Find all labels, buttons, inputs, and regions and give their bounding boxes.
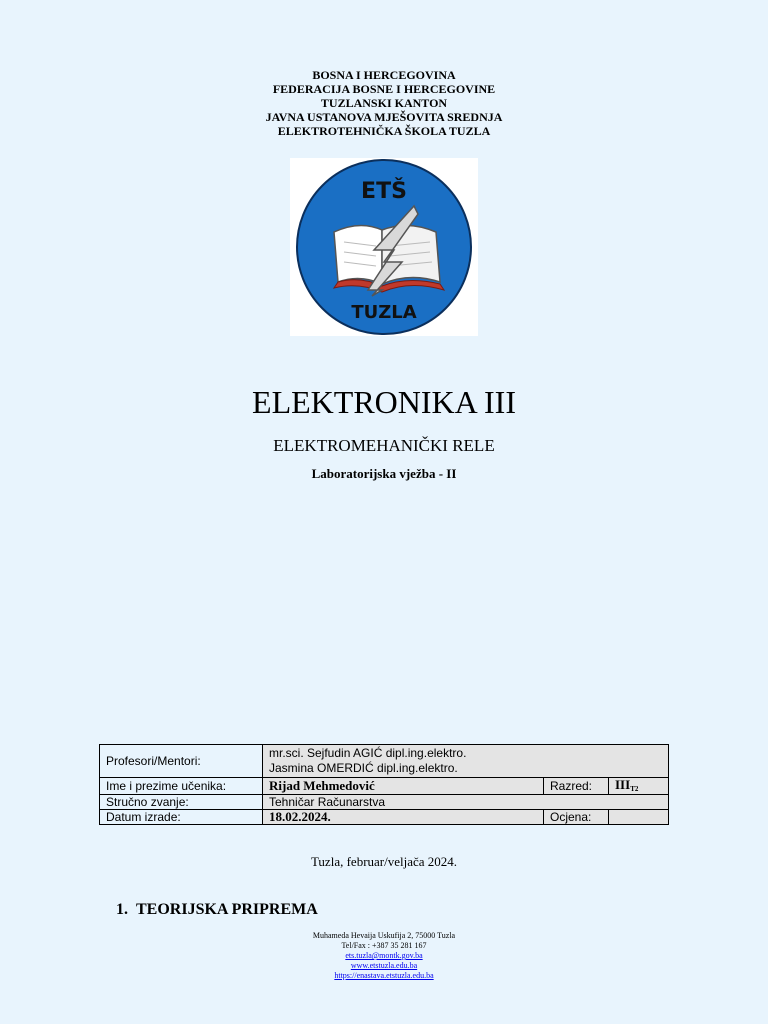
student-info-table (99, 744, 669, 825)
footer (0, 931, 768, 981)
header-line-federation: FEDERACIJA BOSNE I HERCEGOVINE (272, 82, 496, 96)
mentors-label: Profesori/Mentori: (100, 745, 263, 778)
footer-web-link[interactable]: www.etstuzla.edu.ba (350, 961, 418, 970)
footer-email-link[interactable]: ets.tuzla@montk.gov.ba (345, 951, 423, 960)
section-title: TEORIJSKA PRIPREMA (136, 901, 318, 918)
mentor-2: Jasmina OMERDIĆ dipl.ing.elektro. (269, 761, 458, 775)
footer-phone: Tel/Fax : +387 35 281 167 (341, 941, 427, 950)
student-label: Ime i prezime učenika: (100, 778, 263, 795)
header-line-canton: TUZLANSKI KANTON (320, 96, 448, 110)
table-row-student (100, 778, 669, 795)
lab-exercise-label: Laboratorijska vježba - II (311, 466, 457, 481)
student-name: Rijad Mehmedović (263, 778, 544, 795)
profession-value: Tehničar Računarstva (263, 795, 669, 810)
date-value: 18.02.2024. (263, 810, 544, 825)
header-line-country: BOSNA I HERCEGOVINA (312, 68, 456, 82)
grade-value (609, 810, 669, 825)
footer-address: Muhameda Hevaija Uskufija 2, 75000 Tuzla (312, 931, 456, 940)
table-row-mentors (100, 745, 669, 778)
footer-elearning-link[interactable]: https://enastava.etstuzla.edu.ba (334, 971, 434, 980)
class-sub: T2 (630, 785, 639, 793)
document-title: ELEKTRONIKA III (252, 384, 516, 420)
grade-label: Ocjena: (544, 810, 609, 825)
table-row-date (100, 810, 669, 825)
table-row-profession (100, 795, 669, 810)
logo-top-text: ETŠ (361, 179, 407, 204)
class-main: III (615, 777, 631, 792)
profession-label: Stručno zvanje: (100, 795, 263, 810)
section-heading (116, 901, 318, 919)
place-date: Tuzla, februar/veljača 2024. (310, 854, 458, 869)
book-lightning-icon (290, 158, 478, 336)
school-logo (290, 158, 478, 336)
date-label: Datum izrade: (100, 810, 263, 825)
header-line-institution: JAVNA USTANOVA MJEŠOVITA SREDNJA (265, 110, 503, 124)
logo-bottom-text: TUZLA (351, 302, 417, 323)
mentors-value (263, 745, 669, 778)
class-label: Razred: (544, 778, 609, 795)
class-value (609, 778, 669, 795)
document-subtitle: ELEKTROMEHANIČKI RELE (273, 436, 495, 455)
institution-header (0, 68, 768, 138)
section-number: 1. (116, 901, 128, 918)
header-line-school: ELEKTROTEHNIČKA ŠKOLA TUZLA (277, 124, 491, 138)
mentor-1: mr.sci. Sejfudin AGIĆ dipl.ing.elektro. (269, 746, 467, 760)
